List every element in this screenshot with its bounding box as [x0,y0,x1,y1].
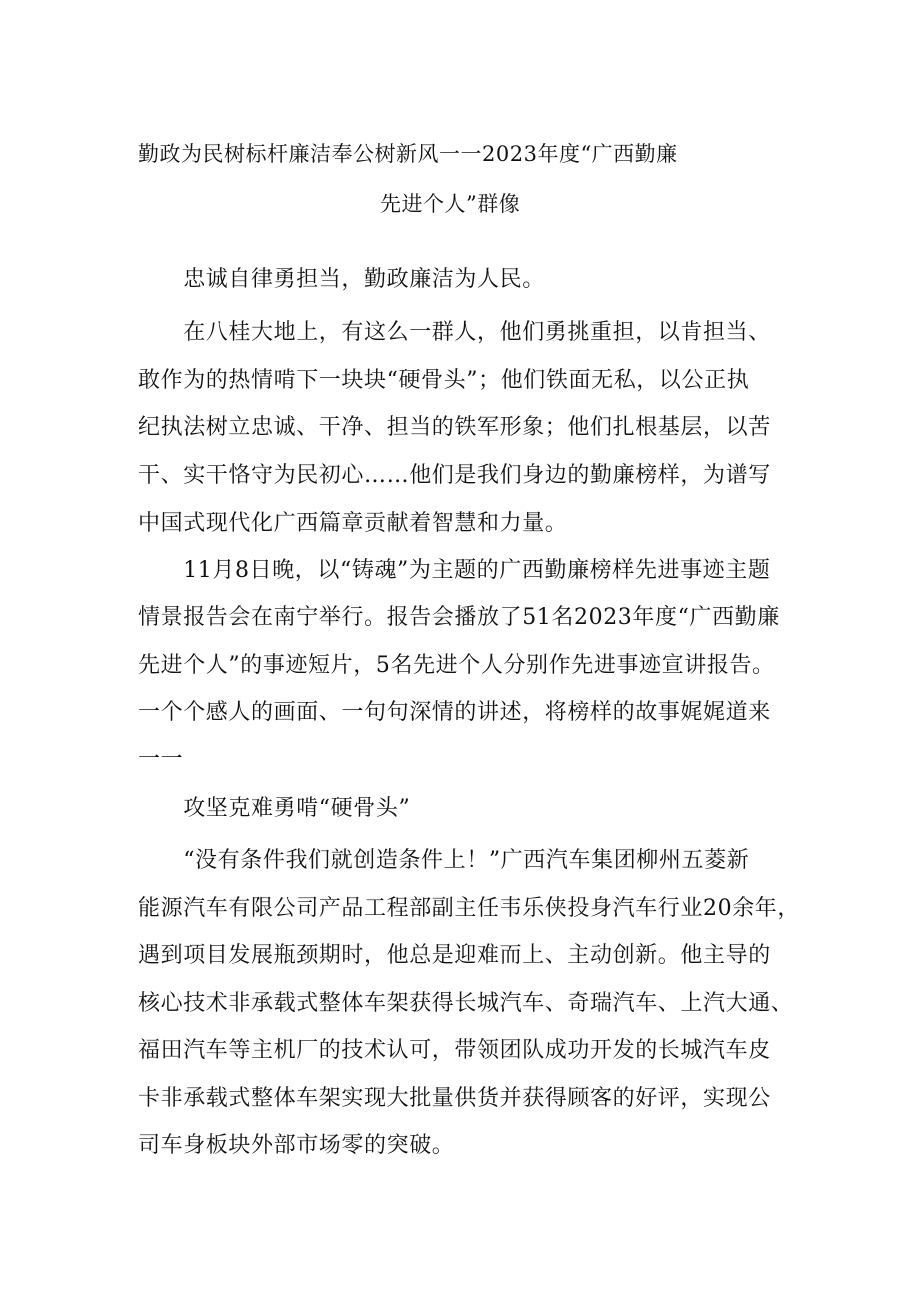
paragraph-line: 核心技术非承载式整体车架获得长城汽车、奇瑞汽车、上汽大通、 [138,991,794,1016]
paragraph-line: 司车身板块外部市场零的突破。 [138,1133,455,1158]
paragraph-line: 情景报告会在南宁举行。报告会播放了51名2023年度“广西勤廉 [138,605,780,630]
paragraph-line: 遇到项目发展瓶颈期时，他总是迎难而上、主动创新。他主导的 [138,943,771,968]
paragraph-line: 干、实干恪守为民初心……他们是我们身边的勤廉榜样，为谱写 [138,463,771,488]
paragraph-line: 卡非承载式整体车架实现大批量供货并获得顾客的好评，实现公 [138,1086,771,1111]
document-title-line-1: 勤政为民树标杆廉洁奉公树新风一一2023年度“广西勤廉 [138,142,678,166]
paragraph-line: 能源汽车有限公司产品工程部副主任韦乐侠投身汽车行业20余年， [138,896,800,921]
paragraph-line: 11月8日晚，以“铸魂”为主题的广西勤廉榜样先进事迹主题 [138,558,771,583]
paragraph-line: “没有条件我们就创造条件上！”广西汽车集团柳州五菱新 [138,848,750,873]
paragraph-line: 一一 [138,747,184,772]
paragraph-line: 在八桂大地上，有这么一群人，他们勇挑重担，以肯担当、 [138,320,771,345]
paragraph-line: 福田汽车等主机厂的技术认可，带领团队成功开发的长城汽车皮 [138,1038,771,1063]
paragraph-line: 敢作为的热情啃下一块块“硬骨头”；他们铁面无私，以公正执 [138,368,750,393]
paragraph-line: 中国式现代化广西篇章贡献着智慧和力量。 [138,511,568,536]
paragraph-line: 忠诚自律勇担当，勤政廉洁为人民。 [138,267,545,292]
paragraph-line: 一个个感人的画面、一句句深情的讲述，将榜样的故事娓娓道来 [138,700,771,725]
paragraph-line: 先进个人”的事迹短片，5名先进个人分别作先进事迹宣讲报告。 [138,653,775,678]
document-title-line-2: 先进个人”群像 [380,192,521,216]
paragraph-line: 纪执法树立忠诚、干净、担当的铁军形象；他们扎根基层，以苦 [138,415,771,440]
section-heading: 攻坚克难勇啃“硬骨头” [138,796,411,821]
